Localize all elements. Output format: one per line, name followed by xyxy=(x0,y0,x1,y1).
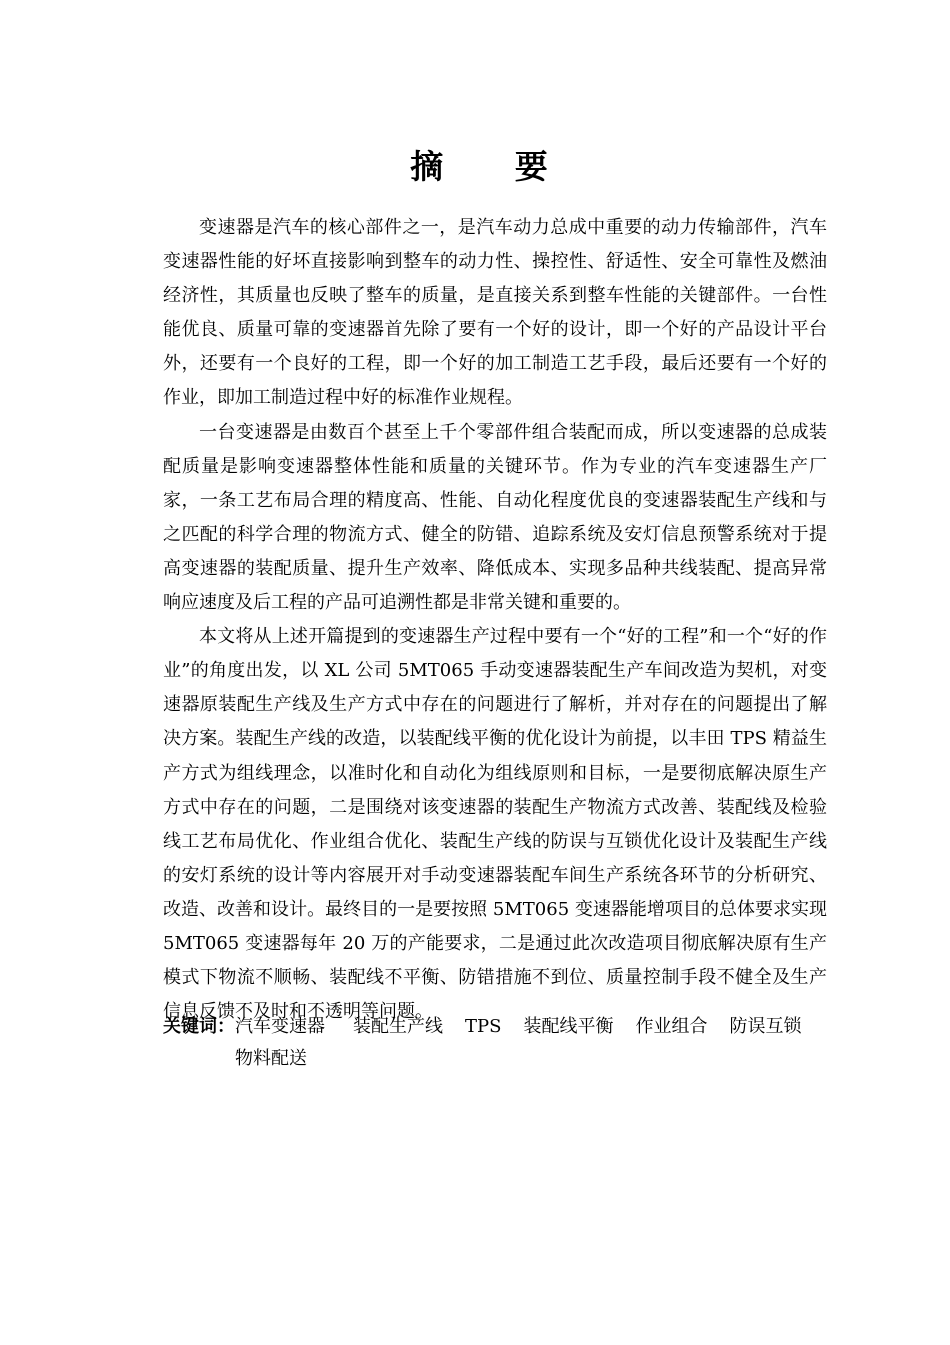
keyword-item: TPS xyxy=(465,1016,502,1037)
abstract-paragraph-1: 变速器是汽车的核心部件之一，是汽车动力总成中重要的动力传输部件，汽车变速器性能的好坏直接影响到整车的动力性、操控性、舒适性、安全可靠性及燃油经济性，其质量也反映了整车的质量，是直接关系到整车性能的关键部件。一台性能优良、质量可靠的变速器首先除了要有一个好的设计，即一个好的产品设计平台外，还要有一个良好的工程，即一个好的加工制造工艺手段，最后还要有一个好的作业，即加工制造过程中好的标准作业规程。 xyxy=(163,217,827,409)
keyword-item: 防误互锁 xyxy=(729,1016,802,1037)
abstract-paragraph-3: 本文将从上述开篇提到的变速器生产过程中要有一个“好的工程”和一个“好的作业”的角度出发，以 XL 公司 5MT065 手动变速器装配生产车间改造为契机，对变速器原装配生产线及生产方式中存在的问题进行了解析，并对存在的问题提出了解决方案。装配生产线的改造，以装配线平衡的优化设计为前提，以丰田 TPS 精益生产方式为组线理念，以准时化和自动化为组线原则和目标，一是要彻底解决原生产方式中存在的问题，二是围绕对该变速器的装配生产物流方式改善、装配线及检验线工艺布局优化、作业组合优化、装配生产线的防误与互锁优化设计及装配生产线的安灯系统的设计等内容展开对手动变速器装配车间生产系统各环节的分析研究、改造、改善和设计。最终目的一是要按照 5MT065 变速器能增项目的总体要求实现 5MT065 变速器每年 20 万的产能要求，二是通过此次改造项目彻底解决原有生产模式下物流不顺畅、装配线不平衡、防错措施不到位、质量控制手段不健全及生产信息反馈不及时和不透明等问题。 xyxy=(163,626,827,1023)
keyword-item: 汽车变速器 xyxy=(235,1016,325,1037)
abstract-paragraph-2: 一台变速器是由数百个甚至上千个零部件组合装配而成，所以变速器的总成装配质量是影响变速器整体性能和质量的关键环节。作为专业的汽车变速器生产厂家，一条工艺布局合理的精度高、性能、自动化程度优良的变速器装配生产线和与之匹配的科学合理的物流方式、健全的防错、追踪系统及安灯信息预警系统对于提高变速器的装配质量、提升生产效率、降低成本、实现多品种共线装配、提高异常响应速度及后工程的产品可追溯性都是非常关键和重要的。 xyxy=(163,421,827,614)
keywords-label: 关键词： xyxy=(163,1016,235,1037)
page-title: 摘 要 xyxy=(410,147,578,186)
keyword-item: 物料配送 xyxy=(235,1048,307,1069)
keyword-item: 装配生产线 xyxy=(353,1016,443,1037)
keyword-item: 作业组合 xyxy=(635,1016,708,1037)
keywords-list xyxy=(235,1011,827,1075)
keyword-item: 装配线平衡 xyxy=(523,1016,614,1037)
keywords-block xyxy=(163,1011,827,1075)
abstract-body xyxy=(163,211,827,1029)
